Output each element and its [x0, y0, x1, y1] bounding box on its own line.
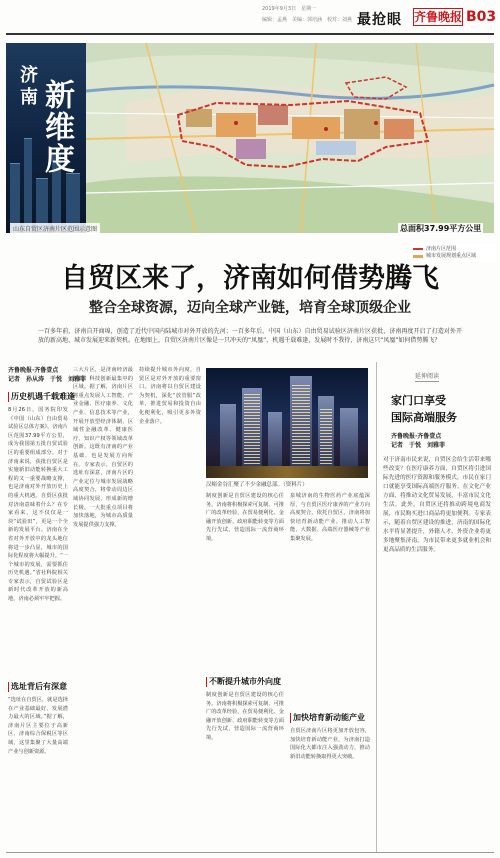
- body-column-4a: 制度创新是自贸区建设的核心任务。济南将积极探索可复制、可推广的改革经验，在贸易便利化、金融开放创新、政府职能转变等方面先行先试，营造国际一流营商环境。: [206, 493, 284, 542]
- newspaper-logo: 齐鲁晚报: [414, 10, 463, 24]
- sidebar-title: 家门口享受 国际高端服务: [391, 394, 457, 424]
- photo-ground-lights: [206, 466, 368, 478]
- sidebar-divider: [376, 362, 377, 852]
- hero-vertical-title-1: 济南: [17, 65, 38, 109]
- body-column-3: 持续提升城市外向度，自贸区是对外开放的重要窗口。济南将以自贸区建设为契机，深化“放管服”改革，推进贸易和投资自由化便利化，吸引更多外资企业落户。: [139, 367, 201, 425]
- section-heading-4: 加快培育新动能产业: [293, 713, 365, 722]
- article-headline: 自贸区来了，济南如何借势腾飞: [61, 263, 439, 294]
- hero-title-panel: [6, 43, 86, 233]
- legend-item: 济南片区范围: [413, 246, 494, 253]
- body-column-1: 8月26日，国务院印发《中国（山东）自由贸易试验区总体方案》，济南片区范围37.99平方公里，成为我国第五批自贸试验区的重要组成部分。对于济南来说，获批自贸区是实施新旧动能转换重大工程的又一重要战略支撑，也是济南对外开放历史上的重大机遇。自贸区获批对济南意味着什么？在专家看来，这不仅仅是一块“试验田”，更是一个全新的发展平台。济南在全省对外开放中的龙头地位将进一步凸显，城市的国际化程度将大幅提升。“一个城市的发展，需要抓住历史机遇。”省社科院相关专家表示，自贸试验区是新时代改革开放的新高地，济南必须牢牢把握。: [8, 407, 68, 603]
- photo-tower: [268, 412, 282, 468]
- masthead: [0, 0, 500, 40]
- photo-tower: [220, 404, 236, 468]
- article-byline: 齐鲁晚报·齐鲁壹点 记者 孙从涛 于悦 刘雅菲: [8, 367, 87, 383]
- body-column-5a: 泉城济南的生物医药产业底蕴深厚，与自贸区医疗康养的产业方向高度契合。依托自贸区，济南将加快培育新动能产业，推动人工智能、大数据、高端医疗器械等产业集聚发展。: [290, 493, 370, 542]
- body-column-1b: “选址在自贸区，就是选择在产业基础最好、发展潜力最大的区域。”据了解，济南片区主要位于高新区、济南综合保税区等区域，这里集聚了大量高端产业与创新资源。: [8, 697, 68, 755]
- section-heading-2: 选址背后有深意: [11, 682, 67, 691]
- legend-item: 城市发展规划重点区域: [413, 253, 494, 260]
- masthead-rule: [6, 33, 494, 35]
- body-column-4b: 制度创新是自贸区建设的核心任务。济南将积极探索可复制、可推广的改革经验，在贸易便利化、金融开放创新、政府职能转变等方面先行先试，营造国际一流营商环境。: [206, 692, 284, 741]
- hero-vertical-title-2: 新维度: [39, 79, 74, 175]
- body-column-5b: 自贸区济南片区将更加开放包容，加快培育新动能产业，为济南打造国际化大都市注入强劲动力，推动新旧动能转换取得更大突破。: [290, 728, 370, 760]
- photo-tower: [340, 408, 358, 468]
- photo-window-lights: [244, 394, 260, 464]
- sidebar-body: 对于济南市民来说，自贸区会给生活带来哪些改变？在医疗康养方面，自贸区将引进国际先进的医疗资源和服务模式，市民在家门口就能享受国际高端医疗服务。在文化产业方面，将推动文化贸易发展，丰富市民文化生活。此外，自贸区还将推动跨境电商发展，市民购买进口商品将更加便利。专家表示，随着自贸区建设的推进，济南的国际化水平将显著提升，外籍人才、外资企业将更多地聚集济南，为市民带来更多就业机会和更高品质的生活服务。: [383, 457, 491, 553]
- section-heading-1: 历史机遇千载难逢: [11, 392, 75, 401]
- hero-map-figure: [6, 43, 494, 259]
- photo-window-lights: [292, 384, 310, 464]
- article-lead: 一百多年前，济南自开商埠，创造了近代中国内陆城市对外开放的先河；一百多年后，中国（山东）自由贸易试验区济南片区获批，济南再度开启了打造对外开放的新高地、城市发展迎来新契机。在地图上，自贸区济南片区像是一只冲天的“凤凰”，机遇千载难逢，发展时不我待，济南这只“凤凰”如何借势腾飞？: [38, 328, 462, 344]
- zone-area-label: 总面积37.99平方公里: [400, 224, 482, 233]
- issue-date: 2019年9月3日 星期一: [262, 6, 317, 12]
- section-heading-3: 不断提升城市外向度: [209, 677, 281, 686]
- page-number: B03: [466, 9, 497, 25]
- sidebar-byline: 齐鲁晚报·齐鲁壹点 记者 于悦 刘雅菲: [391, 433, 446, 449]
- map-caption: 山东自贸区济南片区范围示意图: [10, 223, 100, 234]
- article-subhead: 整合全球资源，迈向全球产业链，培育全球顶级企业: [89, 300, 411, 316]
- zone-map: [86, 43, 494, 233]
- sidebar-tag: 延伸阅读: [415, 373, 440, 380]
- photo-window-lights: [320, 408, 332, 464]
- night-skyline-photo: [206, 368, 368, 478]
- page-bottom-rule: [6, 852, 494, 853]
- legend-swatch: [413, 248, 423, 251]
- building-silhouette: [24, 138, 32, 233]
- photo-caption: 汉峪金谷汇聚了不少金融总部。（资料片）: [206, 482, 308, 488]
- editor-credits: 编辑：孟燕 美编：郭培涵 校对：刘燕: [262, 17, 353, 23]
- section-name: 最抢眼: [357, 12, 402, 28]
- body-column-2: 三大片区，是济南经济最活跃、科技创新最集中的区域。据了解，济南片区将重点发展人工智能、产业金融、医疗康养、文化产业、信息技术等产业，开展开放型经济体制、区域性金融改革、健康医疗、知识产权等领域改革创新。这既有济南的产业基础，也是发展方向所在。专家表示，自贸区的选址有深意，济南片区的产业定位与城市发展战略高度契合，将带动周边区域协同发展，形成新的增长极。一大批重点项目将加快落地，为城市高质量发展提供强力支撑。: [73, 367, 133, 528]
